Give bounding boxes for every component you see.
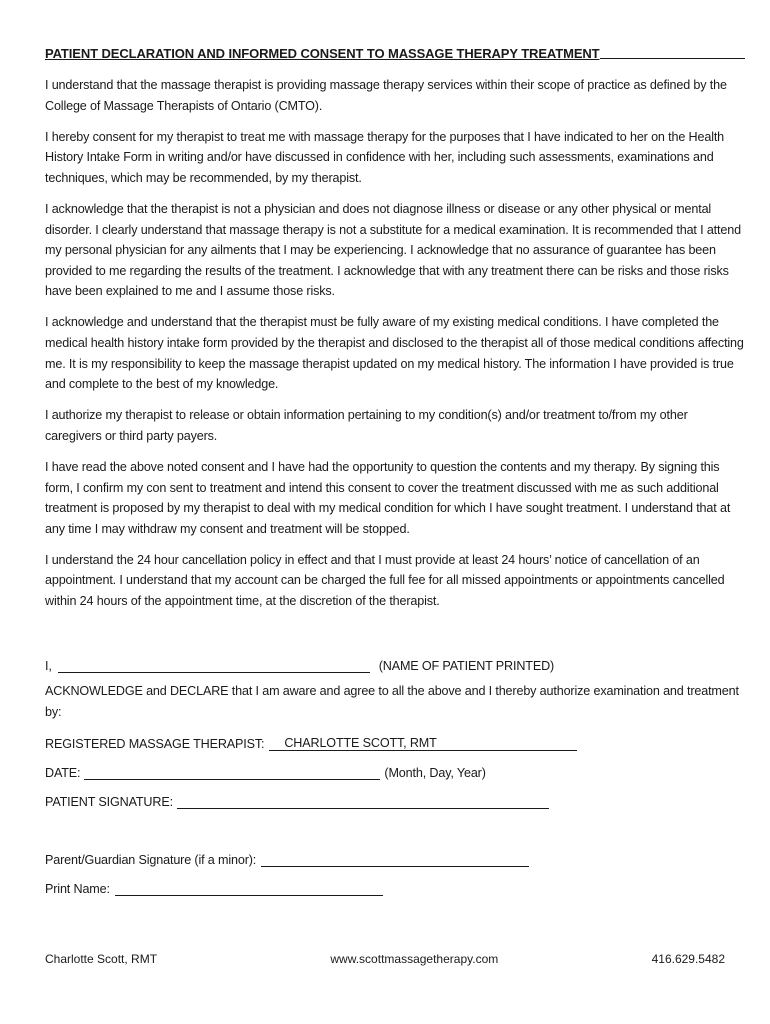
print-name-label: Print Name:: [45, 882, 110, 897]
consent-document: [45, 46, 745, 622]
paragraph-medical-conditions: I acknowledge and understand that the therapist must be fully aware of my existing medical conditions. I have completed the medical health history intake form provided by the therapist and disclosed to the therapist all of those medical conditions affecting me. It is my responsibility to keep the massage therapist updated on my medical history. The information I have provided is true and complete to the best of my knowledge.: [45, 315, 744, 392]
guardian-signature-field[interactable]: [261, 852, 529, 867]
patient-signature-field[interactable]: [177, 794, 549, 809]
date-label: DATE:: [45, 766, 81, 781]
title-row: [45, 46, 745, 61]
footer-website: www.scottmassagetherapy.com: [330, 952, 499, 966]
patient-name-row: [45, 658, 745, 673]
date-field[interactable]: [84, 765, 380, 780]
patient-name-field[interactable]: [58, 658, 370, 673]
guardian-signature-row: [45, 852, 745, 867]
therapist-label: REGISTERED MASSAGE THERAPIST:: [45, 737, 265, 752]
patient-name-suffix-label: (NAME OF PATIENT PRINTED): [378, 659, 555, 673]
therapist-field[interactable]: CHARLOTTE SCOTT, RMT: [269, 736, 577, 751]
paragraph-read-consent: I have read the above noted consent and I have had the opportunity to question the contents and my therapy. By signing this form, I confirm my con sent to treatment and intend this consent to cover the treatment discussed with me as such additional treatment is proposed by my therapist to deal with my medical condition for which I have sought treatment. I understand that at any time I may withdraw my consent and treatment will be stopped.: [45, 460, 731, 536]
paragraph-consent-to-treat: I hereby consent for my therapist to treat me with massage therapy for the purposes that I have indicated to her on the Health History Intake Form in writing and/or have discussed in confidence with her, including such assessments, examinations and techniques, which may be recommended, by my therapist.: [45, 129, 725, 185]
guardian-signature-label: Parent/Guardian Signature (if a minor):: [45, 853, 257, 868]
print-name-field[interactable]: [115, 881, 383, 896]
page-footer: [45, 952, 725, 966]
print-name-row: [45, 881, 745, 896]
declaration-form: [45, 658, 745, 896]
paragraph-cancellation-policy: I understand the 24 hour cancellation policy in effect and that I must provide at least 24 hours’ notice of cancellation of an appointment. I understand that my account can be charged the full fee for all missed appointments or appointments cancelled within 24 hours of the appointment time, at the discretion of the therapist.: [45, 552, 725, 609]
patient-signature-label: PATIENT SIGNATURE:: [45, 795, 173, 810]
title-underline-extension: [600, 58, 745, 59]
acknowledge-declaration-text: ACKNOWLEDGE and DECLARE that I am aware and agree to all the above and I thereby authorize examination and treatment by:: [45, 684, 739, 719]
paragraph-not-a-physician: I acknowledge that the therapist is not a physician and does not diagnose illness or disease or any other physical or mental disorder. I clearly understand that massage therapy is not a substitute for a medical examination. It is recommended that I attend my personal physician for any ailments that I may be experiencing. I acknowledge that no assurance of guarantee has been provided to me regarding the results of the treatment. I acknowledge that with any treatment there can be risks and those risks have been explained to me and I assume those risks.: [45, 201, 741, 299]
patient-signature-row: [45, 794, 745, 809]
footer-phone: 416.629.5482: [651, 952, 725, 966]
paragraph-scope-of-practice: I understand that the massage therapist is providing massage therapy services within their scope of practice as defined by the College of Massage Therapists of Ontario (CMTO).: [45, 78, 727, 113]
footer-therapist-name: Charlotte Scott, RMT: [45, 952, 158, 966]
date-format-label: (Month, Day, Year): [384, 766, 486, 781]
therapist-row: [45, 736, 745, 751]
document-title: PATIENT DECLARATION AND INFORMED CONSENT TO MASSAGE THERAPY TREATMENT: [45, 46, 600, 61]
name-prefix-label: I,: [45, 659, 52, 673]
date-row: [45, 765, 745, 780]
paragraph-release-information: I authorize my therapist to release or obtain information pertaining to my condition(s) and/or treatment to/from my other caregivers or third party payers.: [45, 408, 688, 443]
